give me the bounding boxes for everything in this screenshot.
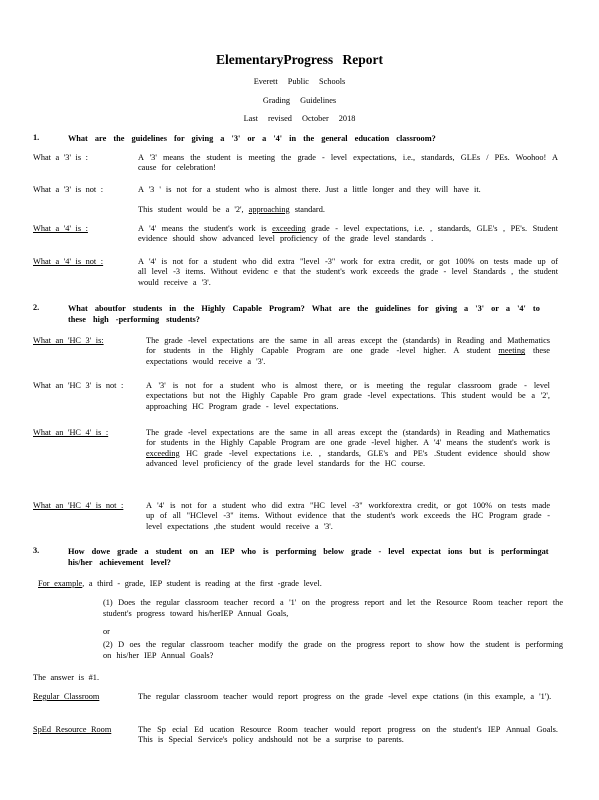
label-hc4-is-not: What an 'HC 4' is not : bbox=[33, 501, 124, 510]
revision-date: Last revised October 2018 bbox=[243, 114, 356, 123]
question-2-text: What aboutfor students in the Highly Capable Program? What are the guidelines for giving a '3' or a '4' to these high -performing students? bbox=[68, 304, 540, 324]
label-what-3-is: What a '3' is : bbox=[33, 153, 88, 162]
label-sped-resource-room: SpEd Resource Room bbox=[33, 725, 112, 734]
example-line: For example, a third - grade, IEP student is reading at the first -grade level. bbox=[38, 579, 322, 588]
label-hc3-is: What an 'HC 3' is: bbox=[33, 336, 104, 345]
document-subtitle: Grading Guidelines bbox=[262, 96, 337, 105]
text-hc4-is-not: A '4' is not for a student who did extra "HC level -3" workforextra credit, or got 100% on tests made up of all "HClevel -3" items. Without evidence that the student's work exceeds the HC Program grade -level expectations ,the student would receive a '3'. bbox=[146, 501, 550, 531]
underlined-meeting: meeting bbox=[498, 346, 526, 356]
district-name: Everett Public Schools bbox=[253, 77, 346, 86]
text-hc3-is-not: A '3' is not for a student who is almost there, or is meeting the regular classroom grade - level expectations but not the Highly Capable Pro gram grade -level expectations. This student would be a '2', approaching HC Program grade - level expectations. bbox=[146, 381, 550, 411]
underlined-exceeding: exceeding bbox=[272, 224, 306, 233]
label-what-4-is: What a '4' is : bbox=[33, 224, 88, 233]
option-or: or bbox=[103, 627, 110, 636]
label-regular-classroom: Regular Classroom bbox=[33, 692, 100, 701]
underlined-exceeding-hc: exceeding bbox=[146, 448, 180, 458]
answer-line: The answer is #1. bbox=[33, 673, 100, 682]
label-what-3-is-not: What a '3' is not : bbox=[33, 185, 104, 194]
text-hc3-is: The grade -level expectations are the same in all areas except the (standards) in Reading and Mathematics for students in the Highly Capable Program are one grade -level higher. A student meeting these expectations would receive a '3'. bbox=[146, 336, 550, 366]
text-sped-resource-room: The Sp ecial Ed ucation Resource Room teacher would report progress on the student's IEP Annual Goals. This is Special Service's policy andshould not be a surprise to parents. bbox=[138, 725, 558, 745]
option-1: (1) Does the regular classroom teacher record a '1' on the progress report and let the Resource Room teacher report the student's progress toward his/herIEP Annual Goals, bbox=[103, 598, 563, 618]
text-regular-classroom: The regular classroom teacher would report progress on the grade -level expe ctations (in this example, a '1'). bbox=[138, 692, 552, 701]
text-what-4-is: A '4' means the student's work is exceeding grade - level expectations, i.e. , standards, GLE's , PE's. Student evidence should show advanced level proficiency of the grade level standards . bbox=[138, 224, 558, 244]
document-title: ElementaryProgress Report bbox=[215, 52, 384, 67]
underlined-for-example: For example bbox=[38, 579, 83, 588]
label-what-4-is-not: What a '4' is not : bbox=[33, 257, 104, 266]
question-1-text: What are the guidelines for giving a '3' or a '4' in the general education classroom? bbox=[68, 134, 436, 143]
text-what-3-is-not-a: A '3 ' is not for a student who is almost there. Just a little longer and they will have it. bbox=[138, 185, 481, 194]
text-what-3-is: A '3' means the student is meeting the grade - level expectations, i.e., standards, GLEs / PEs. Woohoo! A cause for celebration! bbox=[138, 153, 558, 173]
label-hc4-is: What an 'HC 4' is : bbox=[33, 428, 109, 437]
question-1-number: 1. bbox=[33, 133, 40, 142]
text-what-3-is-not-b: This student would be a '2', approaching standard. bbox=[138, 205, 325, 214]
text-what-4-is-not: A '4' is not for a student who did extra "level -3" work for extra credit, or got 100% on tests made up of all level -3 items. Without evidenc e that the student's work exceeds the grade - level Standards , the student would receive a '3'. bbox=[138, 257, 558, 287]
underlined-approaching: approaching bbox=[248, 205, 290, 214]
option-2: (2) D oes the regular classroom teacher modify the grade on the progress report to show how the student is performing on his/her IEP Annual Goals? bbox=[103, 640, 563, 660]
question-3-number: 3. bbox=[33, 546, 40, 555]
label-hc3-is-not: What an 'HC 3' is not : bbox=[33, 381, 124, 390]
text-hc4-is: The grade -level expectations are the same in all areas except the (standards) in Reading and Mathematics for students in the Highly Capable Program are one grade -level higher. A '4' means the student's work is exceeding HC grade -level expectations i.e. , standards, GLE's and PE's .Student evidence should show advanced level proficiency of the grade level standards for the HC course. bbox=[146, 428, 551, 469]
question-2-number: 2. bbox=[33, 303, 40, 312]
question-3-text: How dowe grade a student on an IEP who is performing below grade - level expectat ions but is performingat his/her achievement level? bbox=[68, 547, 549, 567]
